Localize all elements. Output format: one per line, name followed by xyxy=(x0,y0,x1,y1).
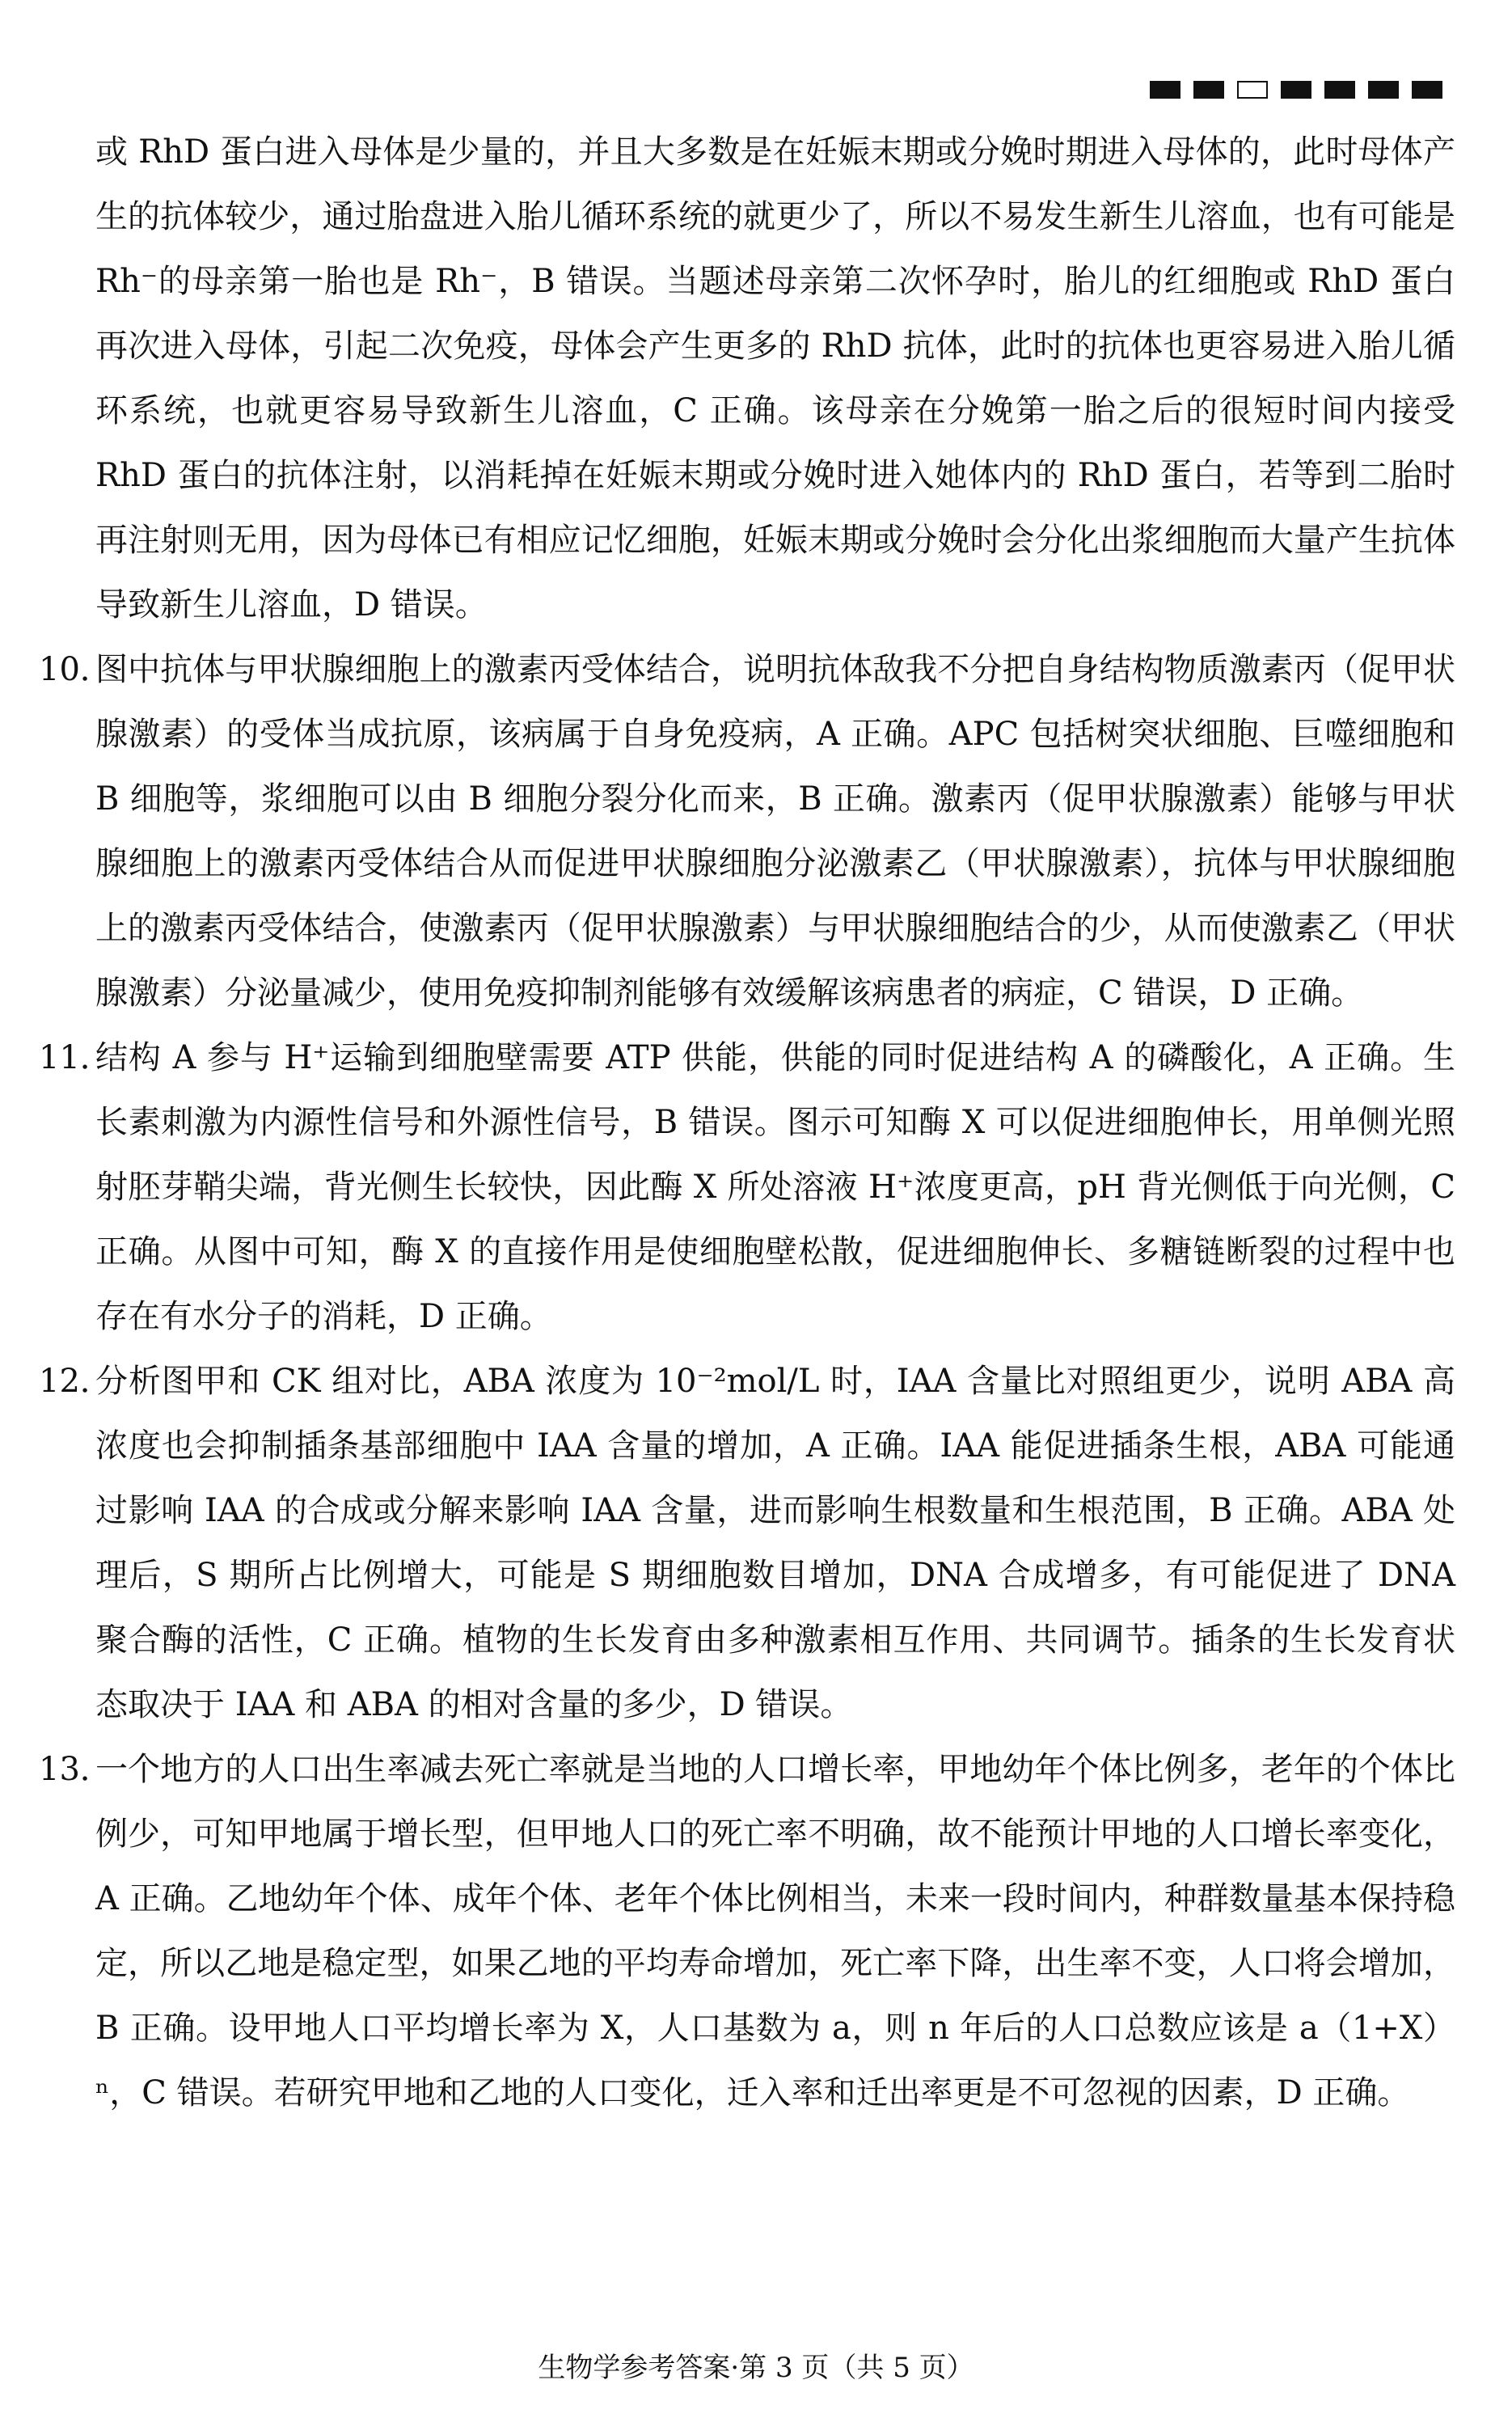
answer-item-10 xyxy=(39,637,1455,1025)
item-number: 13． xyxy=(39,1751,112,1788)
item-text: 图中抗体与甲状腺细胞上的激素丙受体结合，说明抗体敌我不分把自身结构物质激素丙（促甲状腺激素）的受体当成抗原，该病属于自身免疫病，A 正确。APC 包括树突状细胞、巨噬细胞和 B 细胞等，浆细胞可以由 B 细胞分裂分化而来，B 正确。激素丙（促甲状腺激素）能够与甲状腺细胞上的激素丙受体结合从而促进甲状腺细胞分泌激素乙（甲状腺激素），抗体与甲状腺细胞上的激素丙受体结合，使激素丙（促甲状腺激素）与甲状腺细胞结合的少，从而使激素乙（甲状腺激素）分泌量减少，使用免疫抑制剂能够有效缓解该病患者的病症，C 错误，D 正确。 xyxy=(95,651,1455,1012)
item-number: 12． xyxy=(39,1363,112,1400)
header-mark xyxy=(1193,81,1224,99)
answer-item-13 xyxy=(39,1737,1455,2125)
header-mark xyxy=(1324,81,1355,99)
answer-item-11 xyxy=(39,1025,1455,1349)
continuation-paragraph: 或 RhD 蛋白进入母体是少量的，并且大多数是在妊娠末期或分娩时期进入母体的，此时母体产生的抗体较少，通过胎盘进入胎儿循环系统的就更少了，所以不易发生新生儿溶血，也有可能是 Rh⁻的母亲第一胎也是 Rh⁻，B 错误。当题述母亲第二次怀孕时，胎儿的红细胞或 RhD 蛋白再次进入母体，引起二次免疫，母体会产生更多的 RhD 抗体，此时的抗体也更容易进入胎儿循环系统，也就更容易导致新生儿溶血，C 正确。该母亲在分娩第一胎之后的很短时间内接受 RhD 蛋白的抗体注射，以消耗掉在妊娠末期或分娩时进入她体内的 RhD 蛋白，若等到二胎时再注射则无用，因为母体已有相应记忆细胞，妊娠末期或分娩时会分化出浆细胞而大量产生抗体导致新生儿溶血，D 错误。 xyxy=(95,133,1455,624)
header-mark xyxy=(1281,81,1311,99)
item-text: 结构 A 参与 H⁺运输到细胞壁需要 ATP 供能，供能的同时促进结构 A 的磷酸化，A 正确。生长素刺激为内源性信号和外源性信号，B 错误。图示可知酶 X 可以促进细胞伸长，用单侧光照射胚芽鞘尖端，背光侧生长较快，因此酶 X 所处溶液 H⁺浓度更高，pH 背光侧低于向光侧，C 正确。从图中可知，酶 X 的直接作用是使细胞壁松散，促进细胞伸长、多糖链断裂的过程中也存在有水分子的消耗，D 正确。 xyxy=(95,1039,1455,1335)
header-mark xyxy=(1368,81,1399,99)
item-number: 10． xyxy=(39,651,112,688)
item-text: 一个地方的人口出生率减去死亡率就是当地的人口增长率，甲地幼年个体比例多，老年的个体比例少，可知甲地属于增长型，但甲地人口的死亡率不明确，故不能预计甲地的人口增长率变化，A 正确。乙地幼年个体、成年个体、老年个体比例相当，未来一段时间内，种群数量基本保持稳定，所以乙地是稳定型，如果乙地的平均寿命增加，死亡率下降，出生率不变，人口将会增加，B 正确。设甲地人口平均增长率为 X，人口基数为 a，则 n 年后的人口总数应该是 a（1+X）ⁿ，C 错误。若研究甲地和乙地的人口变化，迁入率和迁出率更是不可忽视的因素，D 正确。 xyxy=(95,1751,1455,2112)
page-footer: 生物学参考答案·第 3 页（共 5 页） xyxy=(538,2352,974,2384)
item-text: 分析图甲和 CK 组对比，ABA 浓度为 10⁻²mol/L 时，IAA 含量比对照组更少，说明 ABA 高浓度也会抑制插条基部细胞中 IAA 含量的增加，A 正确。IAA 能促进插条生根，ABA 可能通过影响 IAA 的合成或分解来影响 IAA 含量，进而影响生根数量和生根范围，B 正确。ABA 处理后，S 期所占比例增大，可能是 S 期细胞数目增加，DNA 合成增多，有可能促进了 DNA 聚合酶的活性，C 正确。植物的生长发育由多种激素相互作用、共同调节。插条的生长发育状态取决于 IAA 和 ABA 的相对含量的多少，D 错误。 xyxy=(95,1363,1455,1723)
header-mark-empty xyxy=(1237,81,1268,99)
answer-item-12 xyxy=(39,1349,1455,1737)
header-mark xyxy=(1412,81,1442,99)
header-marks xyxy=(1150,81,1442,99)
answer-content xyxy=(39,120,1455,2125)
item-number: 11． xyxy=(39,1039,112,1076)
header-mark xyxy=(1150,81,1180,99)
